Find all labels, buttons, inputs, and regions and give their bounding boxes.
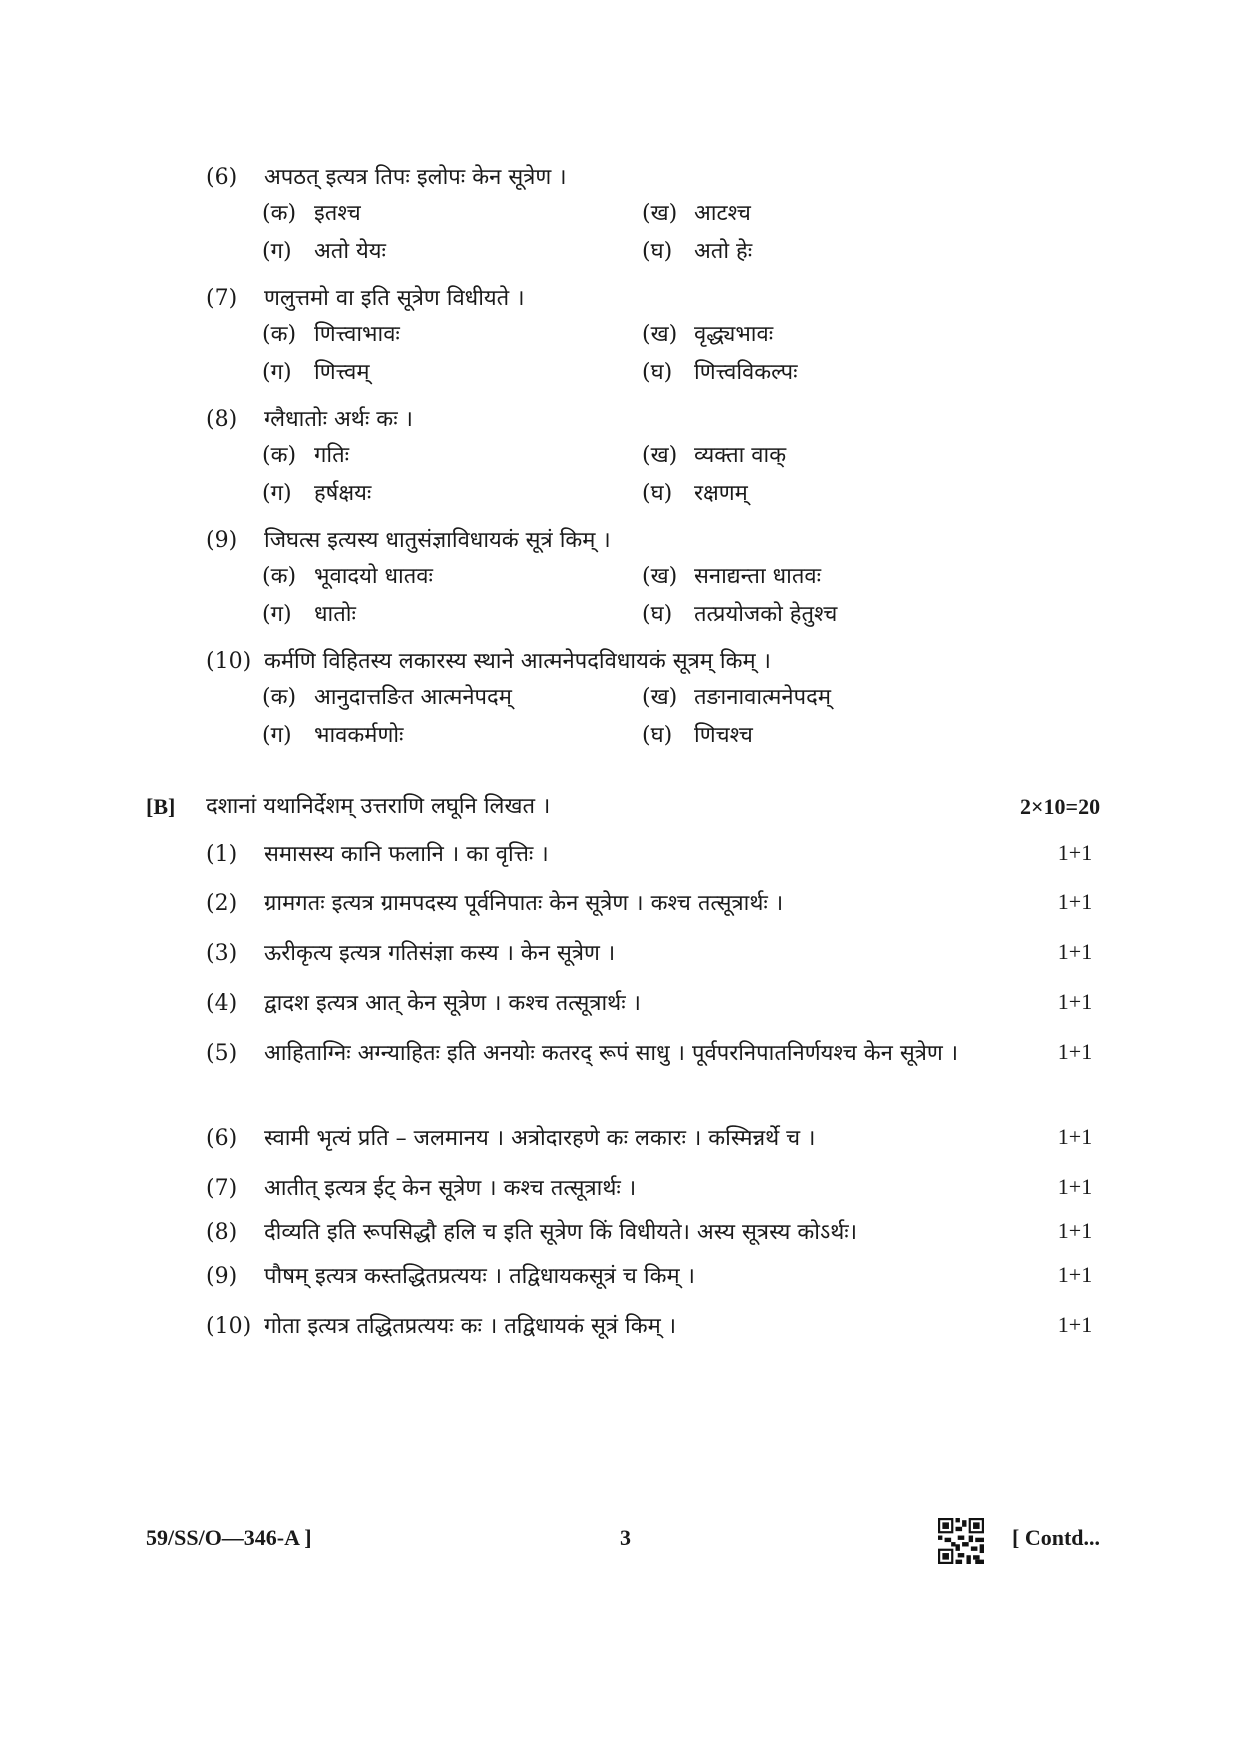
paper-code: 59/SS/O—346-A ]: [146, 1525, 312, 1550]
option-text: व्यक्ता वाक्: [694, 443, 787, 468]
section-b-instruction: दशानां यथानिर्देशम् उत्तराणि लघूनि लिखत ।: [206, 794, 551, 819]
mcq-option: [262, 358, 369, 388]
question-number: (6): [206, 165, 238, 190]
question-number: (4): [206, 991, 238, 1016]
question-text: ग्लैधातोः अर्थः कः ।: [264, 407, 413, 432]
question-text: अपठत् इत्यत्र तिपः इलोपः केन सूत्रेण ।: [264, 165, 567, 190]
mcq-option: [642, 683, 831, 713]
question-number: (10): [206, 1314, 252, 1339]
question-number: (2): [206, 891, 238, 916]
option-label: (क): [262, 564, 297, 589]
question-text: द्वादश इत्यत्र आत् केन सूत्रेण । कश्च तत्सूत्रार्थः ।: [264, 991, 642, 1016]
option-text: अतो हेः: [694, 239, 753, 264]
option-label: (ख): [642, 322, 678, 347]
option-text: इतश्च: [314, 201, 361, 226]
option-label: (क): [262, 201, 297, 226]
mcq-option: [262, 441, 349, 471]
question-text: जिघत्स इत्यस्य धातुसंज्ञाविधायकं सूत्रं किम् ।: [264, 528, 611, 553]
option-text: णित्त्वाभावः: [314, 322, 400, 347]
mcq-option: [642, 320, 773, 350]
question-text: आतीत् इत्यत्र ईट् केन सूत्रेण । कश्च तत्सूत्रार्थः ।: [264, 1176, 637, 1201]
question-number: (7): [206, 286, 238, 311]
section-b-total-marks: 2×10=20: [1020, 794, 1101, 819]
question-number: (8): [206, 1220, 238, 1245]
option-text: गतिः: [314, 443, 350, 468]
section-b-label: [B]: [146, 794, 176, 819]
question-text: आहिताग्निः अग्न्याहितः इति अनयोः कतरद् रूपं साधु । पूर्वपरनिपातनिर्णयश्च केन सूत्रेण ।: [264, 1041, 959, 1066]
question-text: दीव्यति इति रूपसिद्धौ हलि च इति सूत्रेण किं विधीयते। अस्य सूत्रस्य कोऽर्थः।: [264, 1220, 858, 1245]
option-label: (क): [262, 443, 297, 468]
question-number: (3): [206, 941, 238, 966]
question-text: ऊरीकृत्य इत्यत्र गतिसंज्ञा कस्य । केन सूत्रेण ।: [264, 941, 616, 966]
option-label: (ख): [642, 443, 678, 468]
option-text: णित्त्वविकल्पः: [694, 360, 798, 385]
mcq-option: [262, 320, 400, 350]
option-text: तत्प्रयोजको हेतुश्च: [694, 602, 838, 627]
question-marks: 1+1: [1057, 1174, 1093, 1199]
option-text: तङानावात्मनेपदम्: [694, 685, 831, 710]
question-text: पौषम् इत्यत्र कस्तद्धितप्रत्ययः । तद्विधायकसूत्रं च किम् ।: [264, 1264, 695, 1289]
option-text: वृद्ध्यभावः: [694, 322, 774, 347]
question-number: (1): [206, 842, 238, 867]
option-text: सनाद्यन्ता धातवः: [694, 564, 822, 589]
question-text: ग्रामगतः इत्यत्र ग्रामपदस्य पूर्वनिपातः केन सूत्रेण । कश्च तत्सूत्रार्थः ।: [264, 891, 784, 916]
mcq-option: [262, 237, 386, 267]
mcq-option: [642, 479, 748, 509]
mcq-option: [262, 562, 433, 592]
option-text: णिचश्च: [694, 723, 753, 748]
continued-label: [ Contd...: [1012, 1525, 1101, 1550]
question-text: णलुत्तमो वा इति सूत्रेण विधीयते ।: [264, 286, 525, 311]
option-label: (घ): [642, 602, 673, 627]
mcq-option: [642, 441, 786, 471]
question-number: (6): [206, 1126, 238, 1151]
option-label: (घ): [642, 723, 673, 748]
option-text: धातोः: [314, 602, 356, 627]
mcq-option: [262, 683, 512, 713]
question-marks: 1+1: [1057, 1218, 1093, 1243]
option-label: (ख): [642, 564, 678, 589]
option-text: भूवादयो धातवः: [314, 564, 433, 589]
question-text: कर्मणि विहितस्य लकारस्य स्थाने आत्मनेपदविधायकं सूत्रम् किम् ।: [264, 649, 771, 674]
option-text: भावकर्मणोः: [314, 723, 404, 748]
option-text: हर्षक्षयः: [314, 481, 372, 506]
option-label: (क): [262, 322, 297, 347]
question-text: समासस्य कानि फलानि । का वृत्तिः ।: [264, 842, 549, 867]
question-number: (8): [206, 407, 238, 432]
option-text: रक्षणम्: [694, 481, 748, 506]
mcq-option: [642, 721, 753, 751]
mcq-option: [262, 721, 404, 751]
option-label: (क): [262, 685, 297, 710]
question-number: (7): [206, 1176, 238, 1201]
question-number: (9): [206, 1264, 238, 1289]
question-number: (10): [206, 649, 252, 674]
option-label: (ग): [262, 239, 292, 264]
question-marks: 1+1: [1057, 889, 1093, 914]
option-label: (घ): [642, 239, 673, 264]
option-label: (घ): [642, 360, 673, 385]
option-label: (ग): [262, 360, 292, 385]
mcq-option: [642, 199, 751, 229]
option-text: अतो येयः: [314, 239, 387, 264]
mcq-option: [642, 600, 837, 630]
option-text: आनुदात्तङित आत्मनेपदम्: [314, 685, 512, 710]
question-marks: 1+1: [1057, 939, 1093, 964]
mcq-option: [262, 199, 361, 229]
question-marks: 1+1: [1057, 840, 1093, 865]
question-marks: 1+1: [1057, 1262, 1093, 1287]
option-text: आटश्च: [694, 201, 751, 226]
option-label: (ग): [262, 602, 292, 627]
mcq-option: [642, 562, 821, 592]
option-label: (ख): [642, 201, 678, 226]
question-text: गोता इत्यत्र तद्धितप्रत्ययः कः । तद्विधायकं सूत्रं किम् ।: [264, 1314, 677, 1339]
option-label: (ग): [262, 723, 292, 748]
mcq-option: [642, 358, 798, 388]
option-text: णित्त्वम्: [314, 360, 370, 385]
question-marks: 1+1: [1057, 1124, 1093, 1149]
question-marks: 1+1: [1057, 1312, 1093, 1337]
mcq-option: [642, 237, 752, 267]
question-text: स्वामी भृत्यं प्रति – जलमानय । अत्रोदारहणे कः लकारः । कस्मिन्नर्थे च ।: [264, 1126, 816, 1151]
question-marks: 1+1: [1057, 1039, 1093, 1064]
mcq-option: [262, 479, 371, 509]
mcq-option: [262, 600, 356, 630]
qr-code-icon: [938, 1518, 984, 1564]
option-label: (ख): [642, 685, 678, 710]
question-marks: 1+1: [1057, 989, 1093, 1014]
option-label: (घ): [642, 481, 673, 506]
option-label: (ग): [262, 481, 292, 506]
question-number: (5): [206, 1041, 238, 1066]
page-number: 3: [620, 1525, 631, 1550]
question-number: (9): [206, 528, 238, 553]
